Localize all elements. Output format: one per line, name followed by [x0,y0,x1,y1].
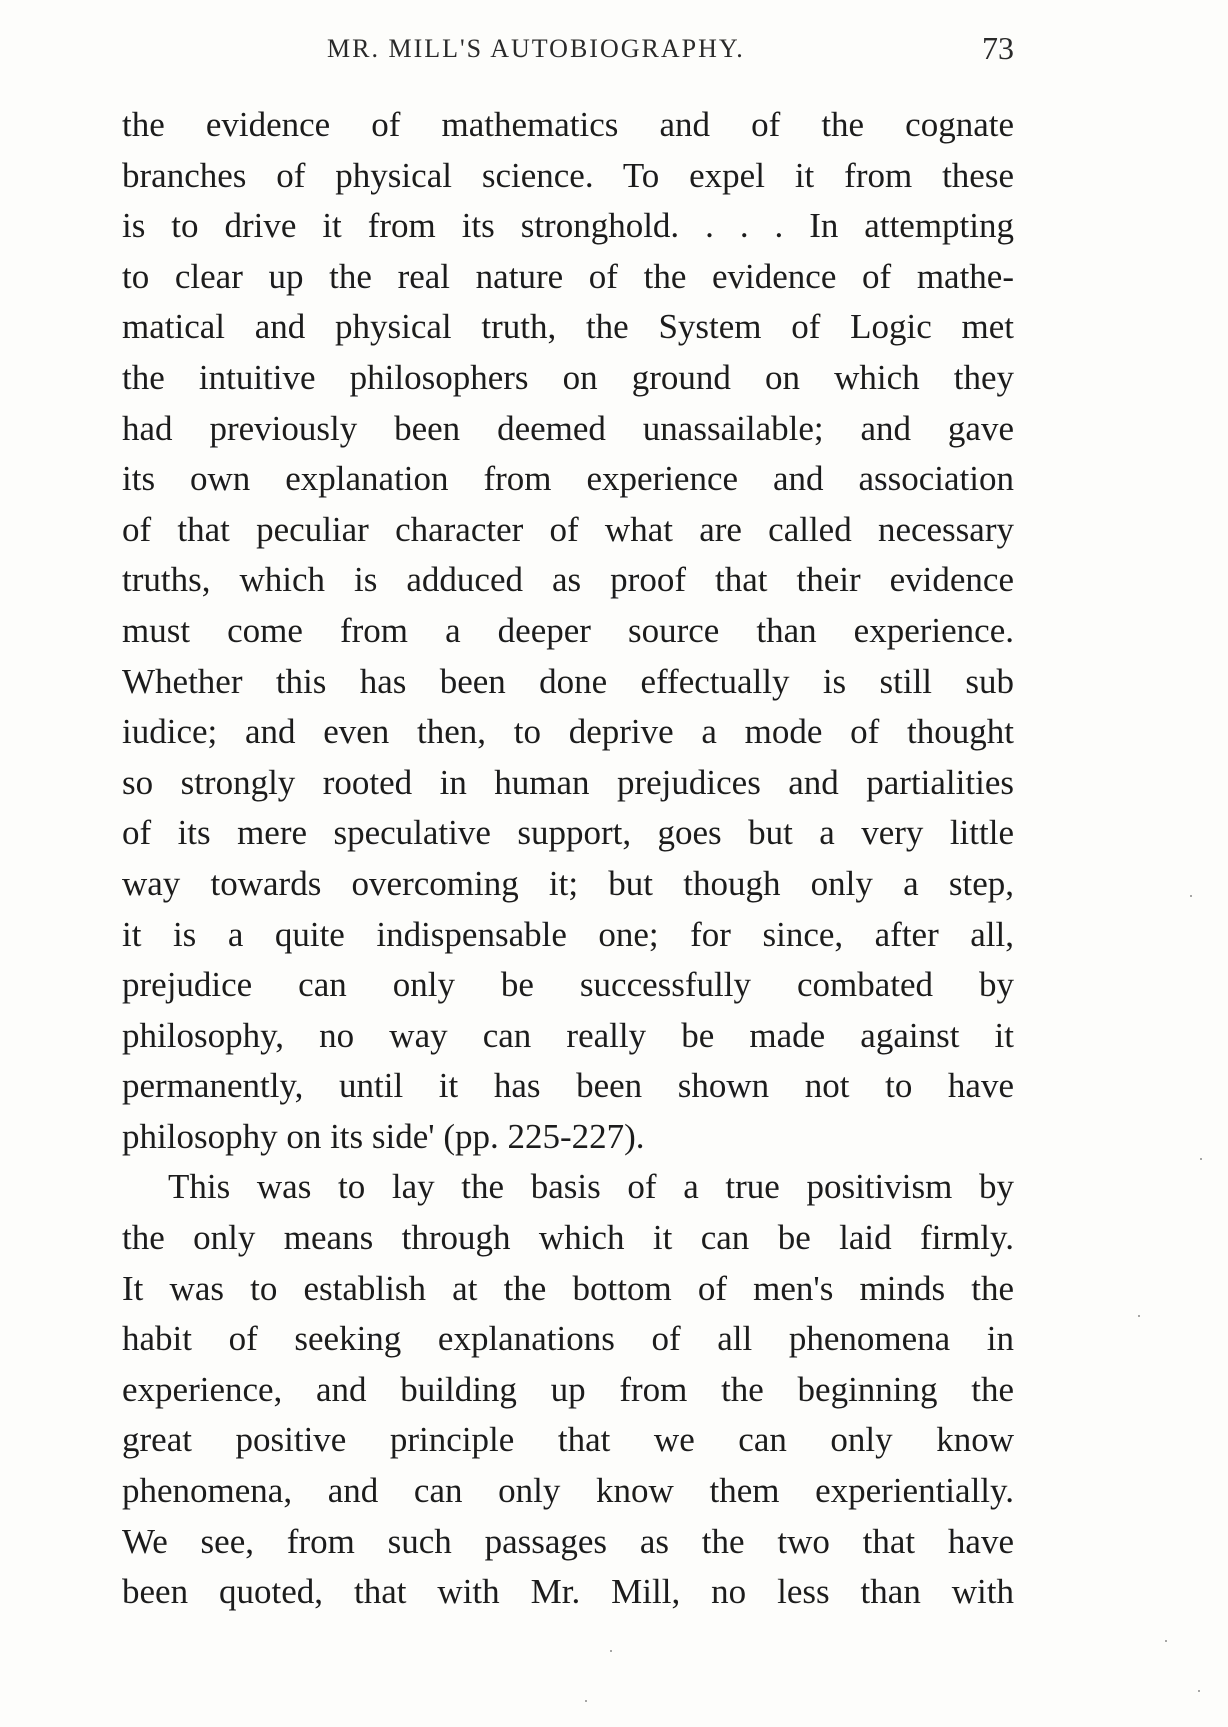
text-line: is to drive it from its stronghold. . . . In attempting [122,206,1014,246]
text-line: its own explanation from experience and association [122,459,1014,499]
scan-speck [610,1650,612,1652]
text-line: of that peculiar character of what are called necessary [122,509,1014,549]
scan-speck [585,1700,587,1702]
text-line: experience, and building up from the beginning the [122,1369,1014,1409]
paragraph-1 [122,100,1014,1162]
text-line: We see, from such passages as the two that have [122,1521,1014,1561]
scan-speck [1190,895,1192,897]
text-line: been quoted, that with Mr. Mill, no less than with [122,1572,1014,1612]
scan-speck [1165,1640,1167,1642]
text-line: the intuitive philosophers on ground on which they [122,357,1014,397]
text-line: It was to establish at the bottom of men's minds the [122,1268,1014,1308]
text-line: way towards overcoming it; but though only a step, [122,863,1014,903]
text-line: iudice; and even then, to deprive a mode of thought [122,712,1014,752]
text-line: prejudice can only be successfully combated by [122,965,1014,1005]
scan-speck [1138,1315,1140,1317]
text-line: philosophy, no way can really be made against it [122,1015,1014,1055]
text-line: habit of seeking explanations of all phenomena in [122,1319,1014,1359]
text-line: the only means through which it can be laid firmly. [122,1218,1014,1258]
text-line: branches of physical science. To expel it from these [122,155,1014,195]
text-line: philosophy on its side' (pp. 225-227). [122,1116,645,1156]
text-line: to clear up the real nature of the evidence of mathe- [122,256,1014,296]
text-line: Whether this has been done effectually is still sub [122,661,1014,701]
text-line: it is a quite indispensable one; for since, after all, [122,914,1014,954]
text-line: permanently, until it has been shown not to have [122,1066,1014,1106]
body-text [122,100,1014,1618]
scan-speck [1200,1158,1202,1160]
text-line: of its mere speculative support, goes but a very little [122,813,1014,853]
text-line: truths, which is adduced as proof that their evidence [122,560,1014,600]
text-line: great positive principle that we can only know [122,1420,1014,1460]
text-line: must come from a deeper source than experience. [122,610,1014,650]
running-head [122,30,1014,70]
text-line: the evidence of mathematics and of the cognate [122,105,1014,144]
page-number: 73 [982,30,1014,66]
running-title: MR. MILL'S AUTOBIOGRAPHY. [327,34,745,63]
scan-speck [1198,1690,1200,1692]
text-line: had previously been deemed unassailable; and gave [122,408,1014,448]
text-line: This was to lay the basis of a true positivism by [168,1167,1014,1207]
paragraph-2 [122,1162,1014,1617]
text-line: so strongly rooted in human prejudices and partialities [122,762,1014,802]
text-line: phenomena, and can only know them experientially. [122,1471,1014,1511]
text-line: matical and physical truth, the System of Logic met [122,307,1014,347]
